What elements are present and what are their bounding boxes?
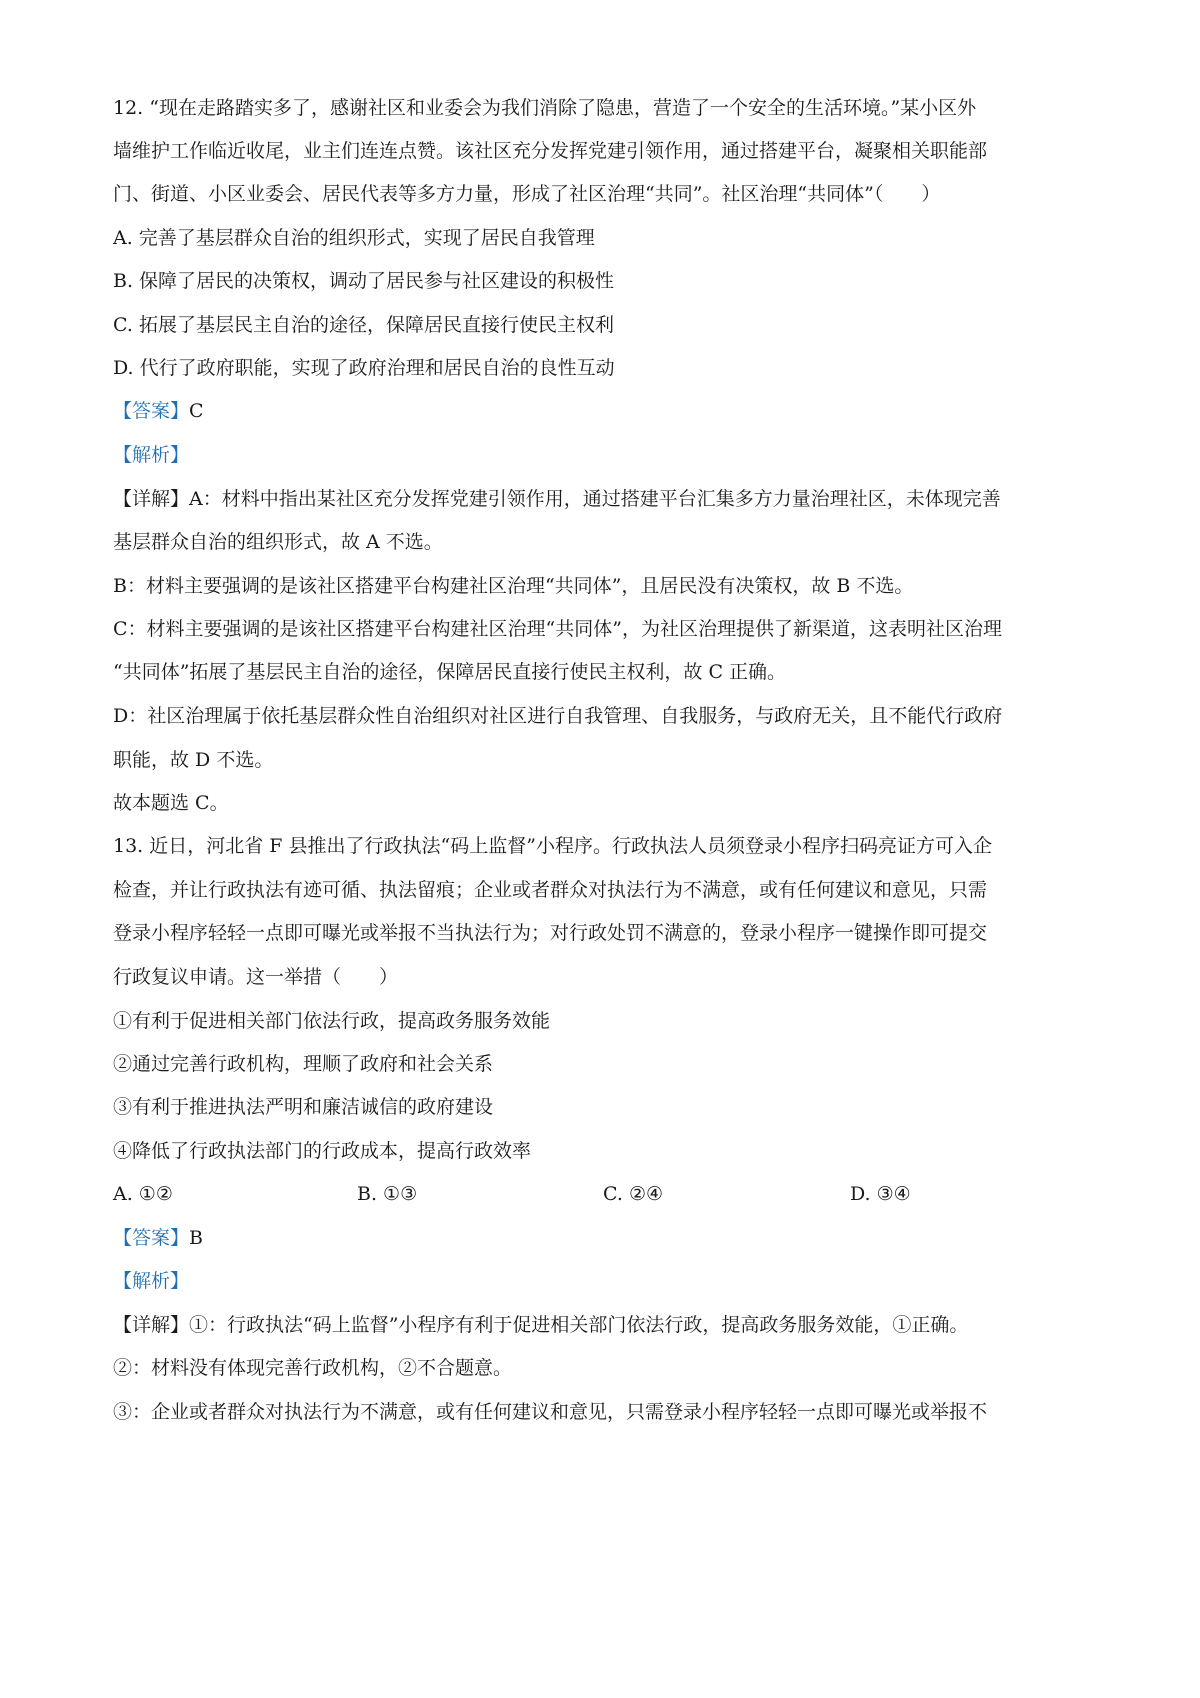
q12-detail-line-4: C：材料主要强调的是该社区搭建平台构建社区治理“共同体”，为社区治理提供了新渠道，这表明社区治理 (113, 618, 1002, 640)
q12-option-c: C. 拓展了基层民主自治的途径，保障居民直接行使民主权利 (113, 314, 614, 336)
q12-stem-line-2: 墙维护工作临近收尾，业主们连连点赞。该社区充分发挥党建引领作用，通过搭建平台，凝聚相关职能部 (113, 140, 988, 162)
q12-answer-value: C (189, 400, 204, 422)
q13-stem-line-3: 登录小程序轻轻一点即可曝光或举报不当执法行为；对行政处罚不满意的，登录小程序一键操作即可提交 (113, 922, 988, 944)
q12-answer-tag: 【答案】 (113, 400, 190, 422)
q13-answer-tag: 【答案】 (113, 1227, 190, 1249)
q13-choice-b: B. ①③ (357, 1183, 418, 1205)
q12-answer-line (113, 397, 1103, 425)
q13-detail-line-3: ③：企业或者群众对执法行为不满意，或有任何建议和意见，只需登录小程序轻轻一点即可曝光或举报不 (113, 1401, 988, 1423)
q12-option-b: B. 保障了居民的决策权，调动了居民参与社区建设的积极性 (113, 270, 615, 292)
q13-stem-line-1: 13. 近日，河北省 F 县推出了行政执法“码上监督”小程序。行政执法人员须登录小程序扫码亮证方可入企 (113, 835, 992, 857)
q13-choice-c: C. ②④ (603, 1183, 664, 1205)
q12-detail-line-2: 基层群众自治的组织形式，故 A 不选。 (113, 531, 443, 553)
q12-detail-line-8: 故本题选 C。 (113, 792, 229, 814)
q12-detail-line-6: D：社区治理属于依托基层群众性自治组织对社区进行自我管理、自我服务，与政府无关，且不能代行政府 (113, 705, 1003, 727)
q13-detail-line-1: 【详解】①：行政执法“码上监督”小程序有利于促进相关部门依法行政，提高政务服务效能，①正确。 (113, 1314, 969, 1336)
q13-statement-1: ①有利于促进相关部门依法行政，提高政务服务效能 (113, 1010, 551, 1032)
q12-option-d: D. 代行了政府职能，实现了政府治理和居民自治的良性互动 (113, 357, 615, 379)
q12-detail-line-3: B：材料主要强调的是该社区搭建平台构建社区治理“共同体”，且居民没有决策权，故 B 不选。 (113, 575, 914, 597)
q12-stem-line-3: 门、街道、小区业委会、居民代表等多方力量，形成了社区治理“共同”。社区治理“共同体”（ ） (113, 183, 941, 205)
q12-analysis-tag: 【解析】 (113, 444, 190, 466)
q13-stem-line-2: 检查，并让行政执法有迹可循、执法留痕；企业或者群众对执法行为不满意，或有任何建议和意见，只需 (113, 879, 988, 901)
q13-statement-4: ④降低了行政执法部门的行政成本，提高行政效率 (113, 1140, 532, 1162)
q13-answer-value: B (189, 1227, 203, 1249)
q13-statement-3: ③有利于推进执法严明和廉洁诚信的政府建设 (113, 1096, 494, 1118)
q12-detail-line-7: 职能，故 D 不选。 (113, 749, 274, 771)
q12-stem-line-1: 12. “现在走路踏实多了，感谢社区和业委会为我们消除了隐患，营造了一个安全的生活环境。”某小区外 (113, 97, 977, 119)
q12-option-a: A. 完善了基层群众自治的组织形式，实现了居民自我管理 (113, 227, 595, 249)
q13-statement-2: ②通过完善行政机构，理顺了政府和社会关系 (113, 1053, 494, 1075)
q13-choices-row (113, 1180, 1103, 1208)
q13-choice-d: D. ③④ (850, 1183, 911, 1205)
q12-detail-line-1: 【详解】A：材料中指出某社区充分发挥党建引领作用，通过搭建平台汇集多方力量治理社区，未体现完善 (113, 488, 1001, 510)
q13-answer-line (113, 1224, 1103, 1252)
q12-detail-line-5: “共同体”拓展了基层民主自治的途径，保障居民直接行使民主权利，故 C 正确。 (113, 661, 787, 683)
q13-stem-line-4: 行政复议申请。这一举措（ ） (113, 966, 399, 988)
q13-analysis-tag: 【解析】 (113, 1270, 190, 1292)
q13-choice-a: A. ①② (113, 1183, 173, 1205)
q13-detail-line-2: ②：材料没有体现完善行政机构，②不合题意。 (113, 1357, 513, 1379)
